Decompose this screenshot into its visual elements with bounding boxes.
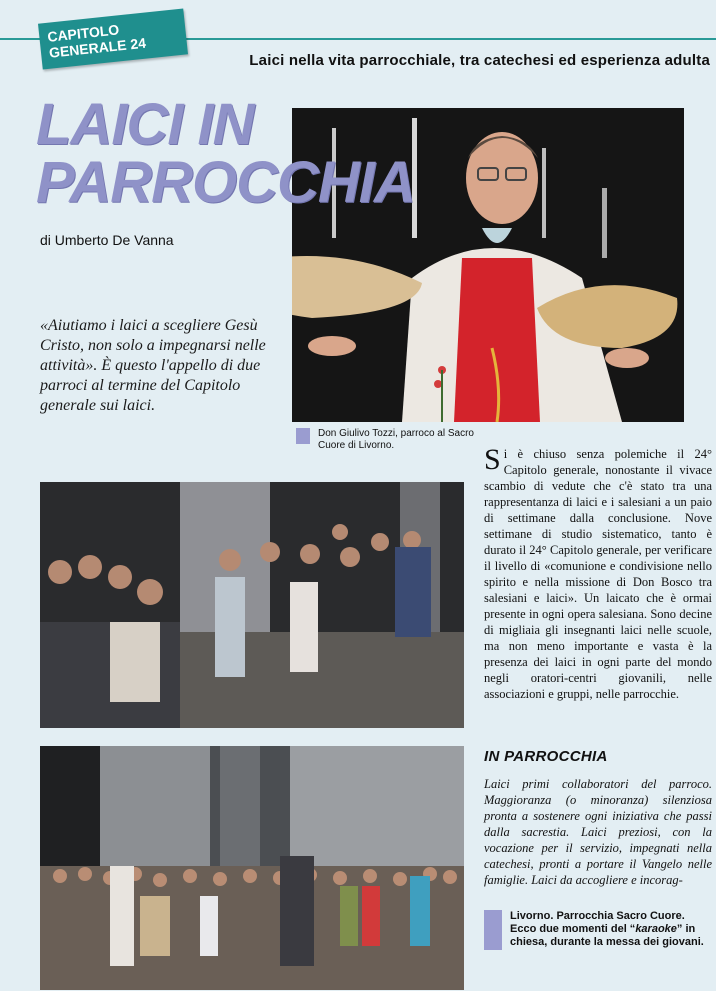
- caption-top-text: Don Giulivo Tozzi, parroco al Sacro Cuore di Livorno.: [318, 428, 474, 451]
- byline: di Umberto De Vanna: [40, 232, 174, 248]
- caption-marker: [296, 428, 310, 444]
- photo-karaoke-church-1: [40, 482, 464, 728]
- caption-bottom-part1: Livorno. Parrocchia Sacro Cuore. Ecco due momenti del “: [510, 910, 685, 935]
- drop-cap: S: [484, 443, 501, 476]
- section-tag: CAPITOLO GENERALE 24: [38, 8, 188, 69]
- article-title: [36, 92, 466, 215]
- caption-bottom-karaoke: karaoke: [635, 923, 677, 935]
- lead-paragraph: «Aiutiamo i laici a scegliere Gesù Cristo, non solo a impegnarsi nelle attività». È questo l'appello di due parroci al termine del Capitolo generale sui laici.: [40, 317, 266, 414]
- caption-top-photo: [296, 428, 496, 452]
- section-heading: IN PARROCCHIA: [484, 748, 608, 765]
- article-title-line1: LAICI IN: [36, 92, 254, 157]
- caption-bottom-photo: [484, 910, 712, 950]
- caption-bottom-text: [510, 910, 712, 949]
- photo-karaoke-church-2: [40, 746, 464, 990]
- article-title-line2: PARROCCHIA: [36, 150, 415, 215]
- caption-bottom-part2: ” in chiesa, durante la messa dei giovani.: [510, 923, 704, 948]
- body-text: [484, 443, 712, 702]
- section-paragraph: Laici primi collaboratori del parroco. Maggioranza (o minoranza) silenziosa pronta a sostenere ogni iniziativa che passi dalla sacrestia. Laici preziosi, con la vocazione per il servizio, impegnati nella catechesi, pronti a portare il Vangelo nelle famiglie. Laici da accogliere e incorag-: [484, 777, 712, 887]
- article-kicker: Laici nella vita parrocchiale, tra catechesi ed esperienza adulta: [249, 52, 710, 69]
- body-paragraph: i è chiuso senza polemiche il 24° Capitolo generale, nonostante il vivace scambio di vedute che c'è stato tra una rappresentanza di laici e i salesiani a un paio di settimane dalla conclusione. Nove settimane di studio sistematico, tanto è durato il 24° Capitolo generale, per verificare il livello di «comunione e condivisione nello spirito e nella missione di Don Bosco tra salesiani e laici». Un laicato che è ormai presente in ogni opera salesiana. Sono decine di migliaia gli insegnanti laici nelle scuole, ma non meno importante e vasta è la presenza dei laici in ogni parte del mondo negli oratori-centri giovanili, nelle associazioni e gruppi, nelle parrocchie.: [484, 447, 712, 701]
- caption-marker: [484, 910, 502, 950]
